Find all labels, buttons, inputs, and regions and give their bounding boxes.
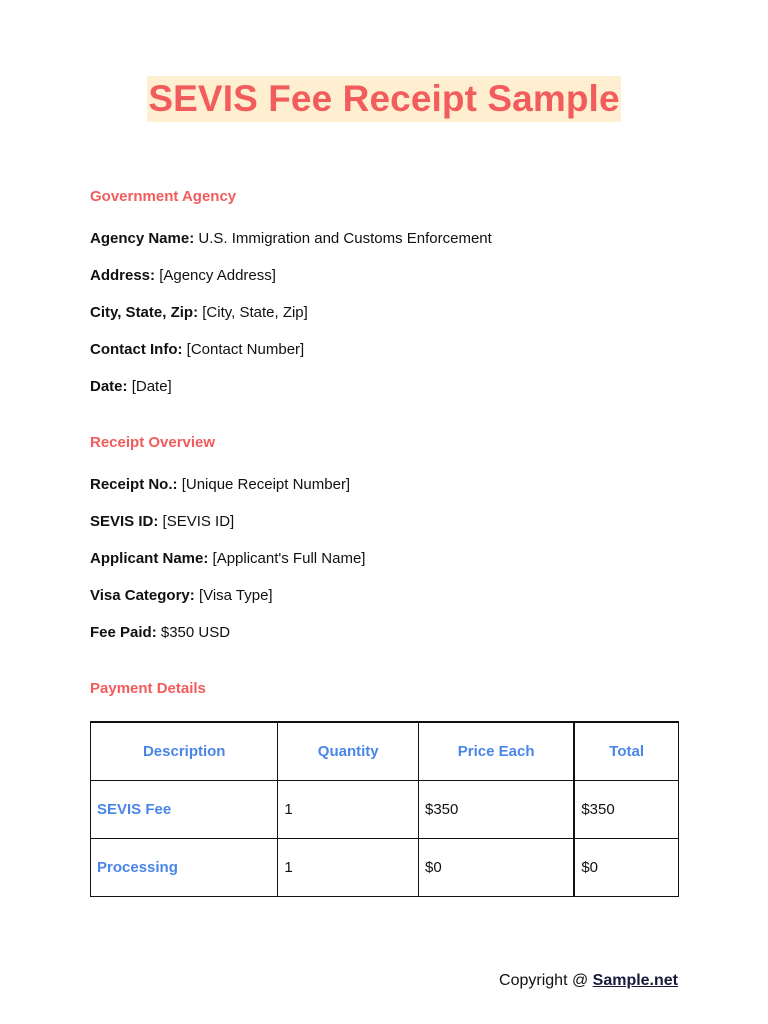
row-price-each-cell: $350 — [419, 781, 575, 839]
contact-info-label: Contact Info: — [90, 341, 183, 358]
column-header-quantity: Quantity — [278, 722, 419, 781]
copyright-text: Copyright @ — [499, 972, 593, 989]
fee-paid-label: Fee Paid: — [90, 624, 157, 641]
copyright-footer — [499, 972, 678, 990]
row-quantity-cell: 1 — [278, 781, 419, 839]
date-value: [Date] — [131, 378, 172, 395]
address-label: Address: — [90, 267, 156, 284]
government-agency-heading: Government Agency — [90, 188, 237, 205]
city-state-zip-field — [90, 304, 308, 321]
fee-paid-field — [90, 624, 230, 641]
sample-net-link[interactable]: Sample.net — [592, 972, 678, 989]
page-title: SEVIS Fee Receipt Sample — [147, 76, 620, 122]
sevis-id-label: SEVIS ID: — [90, 513, 159, 530]
date-label: Date: — [90, 378, 128, 395]
receipt-overview-heading: Receipt Overview — [90, 434, 216, 451]
address-value: [Agency Address] — [159, 267, 276, 284]
contact-info-value: [Contact Number] — [186, 341, 305, 358]
agency-name-label: Agency Name: — [90, 230, 195, 247]
row-total-cell: $350 — [574, 781, 678, 839]
column-header-total: Total — [574, 722, 678, 781]
sevis-id-field — [90, 513, 234, 530]
visa-category-label: Visa Category: — [90, 587, 195, 604]
table-header-row — [91, 722, 679, 781]
contact-info-field — [90, 341, 304, 358]
table-row — [91, 839, 679, 897]
row-description-cell: SEVIS Fee — [91, 781, 278, 839]
city-state-zip-value: [City, State, Zip] — [202, 304, 308, 321]
table-row — [91, 781, 679, 839]
sevis-id-value: [SEVIS ID] — [162, 513, 235, 530]
applicant-name-field — [90, 550, 365, 567]
visa-category-value: [Visa Type] — [198, 587, 273, 604]
receipt-number-value: [Unique Receipt Number] — [181, 476, 351, 493]
agency-name-value: U.S. Immigration and Customs Enforcement — [198, 230, 492, 247]
date-field — [90, 378, 172, 395]
applicant-name-value: [Applicant's Full Name] — [212, 550, 366, 567]
receipt-number-field — [90, 476, 350, 493]
row-total-cell: $0 — [574, 839, 678, 897]
payment-table — [90, 721, 679, 897]
fee-paid-value: $350 USD — [160, 624, 231, 641]
city-state-zip-label: City, State, Zip: — [90, 304, 199, 321]
row-price-each-cell: $0 — [419, 839, 575, 897]
agency-name-field — [90, 230, 492, 247]
row-description-cell: Processing — [91, 839, 278, 897]
payment-details-heading: Payment Details — [90, 680, 206, 697]
visa-category-field — [90, 587, 273, 604]
title-wrapper — [0, 76, 768, 122]
column-header-price-each: Price Each — [419, 722, 575, 781]
address-field — [90, 267, 276, 284]
column-header-description: Description — [91, 722, 278, 781]
receipt-number-label: Receipt No.: — [90, 476, 178, 493]
applicant-name-label: Applicant Name: — [90, 550, 209, 567]
row-quantity-cell: 1 — [278, 839, 419, 897]
